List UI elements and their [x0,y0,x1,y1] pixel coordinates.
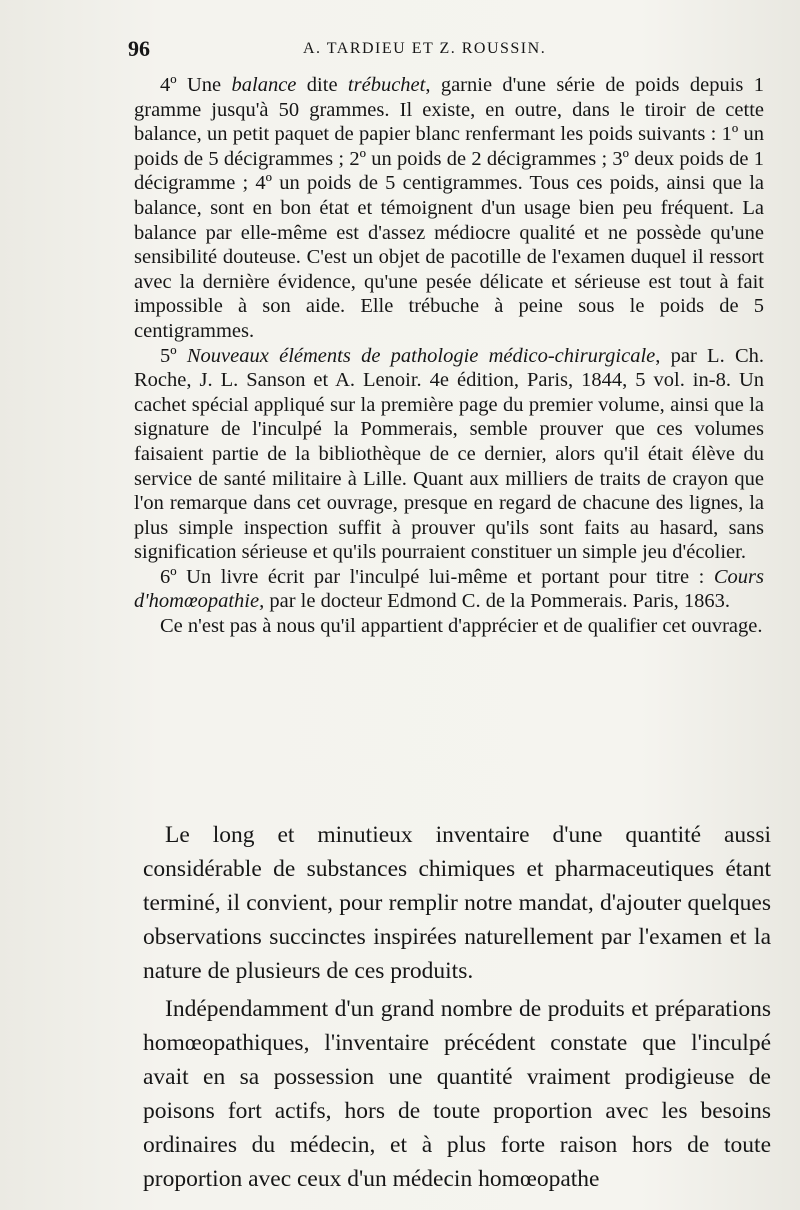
item-number: 5º [160,344,177,367]
body-paragraph-1: Le long et minutieux inventaire d'une quantité aussi considérable de substances chimiques et pharmaceutiques étant terminé, il convient, pour remplir notre mandat, d'ajouter quelques observations succinctes inspirées naturellement par l'examen et la nature de plusieurs de ces produits. [143,822,771,984]
page-number: 96 [128,36,150,61]
body-paragraph-2: Indépendamment d'un grand nombre de produits et préparations homœopathiques, l'inventaire précédent constate que l'inculpé avait en sa possession une quantité vraiment prodigieuse de poisons fort actifs, hors de toute proportion avec les besoins ordinaires du médecin, et à plus forte raison hors de toute proportion avec ceux d'un médecin homœopathe [143,996,771,1192]
inventory-item-6: 6º Un livre écrit par l'inculpé lui-même et portant pour titre : Cours d'homœopathie, par le docteur Edmond C. de la Pommerais. Paris, 1863. [134,565,765,613]
book-title: Cours d'homœopathie, [134,565,765,613]
item-number: 6º [160,565,177,588]
book-title: Nouveaux éléments de pathologie médico-chirurgicale [186,344,656,367]
italic-term: trébuchet [347,74,426,96]
body-text [143,818,771,1196]
inventory-item-5: 5º Nouveaux éléments de pathologie médico-chirurgicale, par L. Ch. Roche, J. L. Sanson et A. Lenoir. 4e édition, Paris, 1844, 5 vol. in-8. Un cachet spécial appliqué sur la première page du premier volume, ainsi que la signature de l'inculpé la Pommerais, semble prouver que ces volumes faisaient partie de la bibliothèque de ce dernier, alors qu'il était élève du service de santé militaire à Lille. Quant aux milliers de traits de crayon que l'on remarque dans cet ouvrage, presque en regard de chacune des lignes, la plus simple inspection suffit à prouver qu'ils sont faits au hasard, sans signification sérieuse et qu'ils pourraient constituer un simple jeu d'écolier. [134,344,765,564]
page-header [128,36,768,66]
inventory-list [134,73,764,639]
italic-term: balance [231,74,297,96]
item-number: 4º [160,74,177,96]
inventory-item-4: 4º Une balance dite trébuchet, garnie d'une série de poids depuis 1 gramme jusqu'à 50 grammes. Il existe, en outre, dans le tiroir de cette balance, un petit paquet de papier blanc renfermant les poids suivants : 1º un poids de 5 décigrammes ; 2º un poids de 2 décigrammes ; 3º deux poids de 1 décigramme ; 4º un poids de 5 centigrammes. Tous ces poids, ainsi que la balance, sont en bon état et témoignent d'un usage bien peu fréquent. La balance par elle-même est d'assez médiocre qualité et ne possède qu'une sensibilité douteuse. C'est un objet de pacotille de l'examen duquel il ressort avec la dernière évidence, qu'une pesée délicate et sérieuse est tout à fait impossible à son aide. Elle trébuche à peine sous le poids de 5 centigrammes. [134,74,765,342]
running-head: A. TARDIEU ET Z. ROUSSIN. [303,40,547,57]
inventory-note: Ce n'est pas à nous qu'il appartient d'apprécier et de qualifier cet ouvrage. [160,615,763,638]
